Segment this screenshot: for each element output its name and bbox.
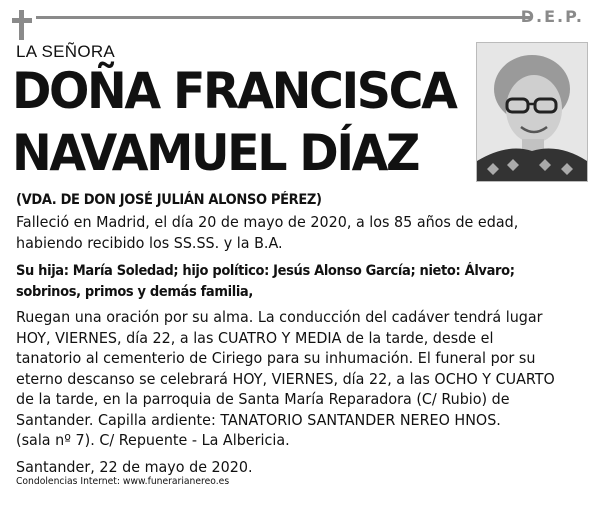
death-line-1: Falleció en Madrid, el día 20 de mayo de 2020, a los 85 años de edad,: [16, 213, 519, 231]
family-line-2: sobrinos, primos y demás familia,: [16, 283, 253, 300]
dep-label: D.E.P.: [520, 7, 584, 26]
deceased-name-line-2: NAVAMUEL DÍAZ: [12, 124, 419, 182]
header-rule: [36, 16, 530, 19]
service-line-1: Ruegan una oración por su alma. La conducción del cadáver tendrá lugar: [16, 308, 543, 326]
service-line-7: (sala nº 7). C/ Repuente - La Albericia.: [16, 431, 290, 449]
widow-of-line: (VDA. DE DON JOSÉ JULIÁN ALONSO PÉREZ): [16, 192, 322, 208]
condolences-footer: Condolencias Internet: www.funerarianereo.es: [16, 476, 230, 487]
service-line-2: HOY, VIERNES, día 22, a las CUATRO Y MEDIA de la tarde, desde el: [16, 328, 494, 347]
portrait-photo: [476, 42, 588, 182]
deceased-name-line-1: DOÑA FRANCISCA: [12, 62, 456, 120]
family-line-1: Su hija: María Soledad; hijo político: Jesús Alonso García; nieto: Álvaro;: [16, 263, 515, 279]
honorific: LA SEÑORA: [16, 42, 116, 61]
death-line-2: habiendo recibido los SS.SS. y la B.A.: [16, 233, 283, 252]
family-mourners: [16, 261, 547, 302]
portrait-icon: [477, 43, 587, 181]
service-line-5: de la tarde, en la parroquia de Santa María Reparadora (C/ Rubio) de: [16, 390, 510, 408]
place-and-date: Santander, 22 de mayo de 2020.: [16, 458, 253, 476]
service-line-4: eterno descanso se celebrará HOY, VIERNES, día 22, a las OCHO Y CUARTO: [16, 369, 555, 388]
service-line-6: Santander. Capilla ardiente: TANATORIO SANTANDER NEREO HNOS.: [16, 410, 501, 429]
service-line-3: tanatorio al cementerio de Ciriego para su inhumación. El funeral por su: [16, 349, 536, 367]
cross-icon: [12, 10, 32, 40]
death-announcement: [16, 212, 562, 253]
service-details: [16, 307, 562, 451]
